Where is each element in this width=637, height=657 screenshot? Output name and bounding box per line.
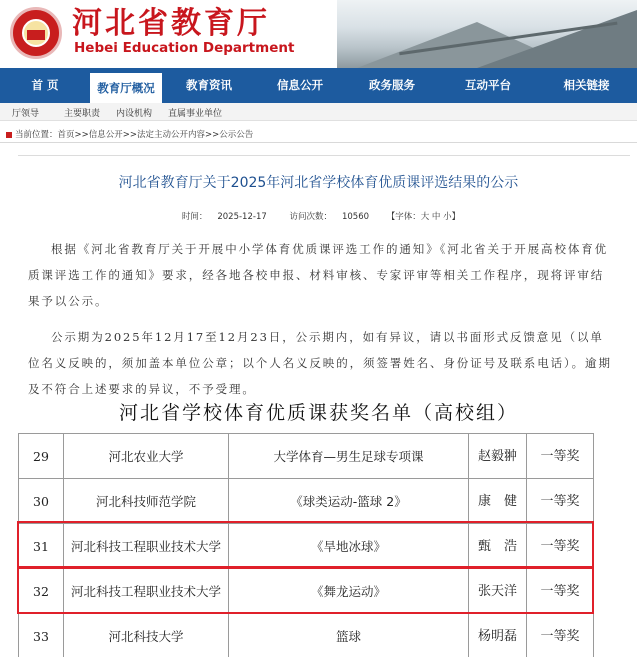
row-number: 32 [19, 569, 64, 614]
course-name: 《舞龙运动》 [229, 569, 469, 614]
nav-item-overview[interactable]: 教育厅概况 [90, 70, 162, 103]
teacher-name: 康 健 [469, 479, 527, 524]
site-title: 河北省教育厅 [72, 6, 270, 41]
divider [0, 142, 637, 143]
main-nav [0, 68, 637, 103]
course-name: 《旱地冰球》 [229, 524, 469, 569]
article-meta [0, 210, 637, 222]
nav-item-gov-services[interactable]: 政务服务 [369, 78, 415, 92]
article-paragraph: 根据《河北省教育厅关于开展中小学体育优质课评选工作的通知》《河北省关于开展高校体育优质课评选工作的通知》要求，经各地各校申报、材料审核、专家评审等相关工作程序，现将评审结果予以公示。 [28, 242, 609, 308]
breadcrumb-text[interactable]: 当前位置：首页>>信息公开>>法定主动公开内容>>公示公告 [15, 130, 254, 140]
award-level: 一等奖 [527, 524, 594, 569]
award-level: 一等奖 [527, 479, 594, 524]
course-name: 篮球 [229, 614, 469, 657]
row-number: 31 [19, 524, 64, 569]
award-level: 一等奖 [527, 569, 594, 614]
table-row [19, 569, 594, 614]
school-name: 河北科技师范学院 [64, 479, 229, 524]
course-name: 大学体育—男生足球专项课 [229, 434, 469, 479]
subnav-item-leaders[interactable]: 厅领导 [12, 109, 40, 119]
row-number: 29 [19, 434, 64, 479]
nav-item-links[interactable]: 相关链接 [563, 78, 610, 92]
education-department-logo[interactable] [10, 7, 62, 59]
site-subtitle: Hebei Education Department [74, 40, 295, 56]
subnav-item-departments[interactable]: 内设机构 [116, 109, 153, 119]
nav-item-home[interactable]: 首 页 [31, 78, 59, 92]
visit-count: 访问次数： 10560 [289, 212, 370, 222]
award-level: 一等奖 [527, 434, 594, 479]
site-header [0, 0, 637, 68]
publish-time: 时间： 2025-12-17 [181, 212, 267, 222]
award-list-title: 河北省学校体育优质课获奖名单（高校组） [118, 402, 518, 424]
sub-nav [0, 103, 637, 121]
subnav-item-duties[interactable]: 主要职责 [64, 109, 101, 119]
location-icon [6, 132, 12, 138]
award-table [18, 433, 594, 657]
school-name: 河北科技大学 [64, 614, 229, 657]
subnav-item-affiliated-units[interactable]: 直属事业单位 [168, 109, 223, 119]
teacher-name: 杨明磊 [469, 614, 527, 657]
table-row [19, 524, 594, 569]
great-wall-banner-image [337, 0, 637, 68]
table-row [19, 434, 594, 479]
nav-item-info-disclosure[interactable]: 信息公开 [277, 78, 323, 92]
breadcrumb [6, 128, 253, 140]
table-row [19, 614, 594, 657]
school-name: 河北农业大学 [64, 434, 229, 479]
table-row [19, 479, 594, 524]
course-name: 《球类运动-篮球 2》 [229, 479, 469, 524]
article-paragraph: 公示期为2025年12月17至12月23日，公示期内，如有异议，请以书面形式反馈意见（以单位名义反映的，须加盖本单位公章；以个人名义反映的，须签署姓名、身份证号及联系电话）。逾期及不符合上述要求的异议，不予受理。 [28, 330, 612, 396]
article-title: 河北省教育厅关于2025年河北省学校体育优质课评选结果的公示 [118, 175, 519, 191]
school-name: 河北科技工程职业技术大学 [64, 569, 229, 614]
teacher-name: 甄 浩 [469, 524, 527, 569]
award-level: 一等奖 [527, 614, 594, 657]
row-number: 30 [19, 479, 64, 524]
teacher-name: 赵毅翀 [469, 434, 527, 479]
teacher-name: 张天洋 [469, 569, 527, 614]
nav-item-interaction[interactable]: 互动平台 [465, 78, 511, 92]
nav-item-news[interactable]: 教育资讯 [186, 78, 232, 92]
school-name: 河北科技工程职业技术大学 [64, 524, 229, 569]
row-number: 33 [19, 614, 64, 657]
font-size-switch[interactable]: 【字体：大 中 小】 [386, 212, 461, 222]
